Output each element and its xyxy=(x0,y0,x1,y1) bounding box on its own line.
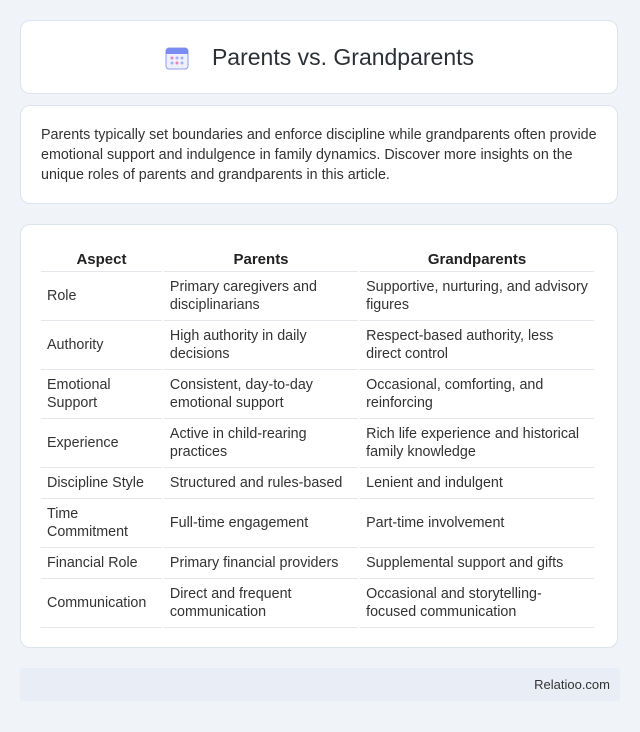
page-title: Parents vs. Grandparents xyxy=(211,43,475,70)
cell-parents: Primary caregivers and disciplinarians xyxy=(164,272,358,321)
cell-grandparents: Supplemental support and gifts xyxy=(360,548,594,579)
table-header-row xyxy=(41,245,594,272)
cell-grandparents: Part-time involvement xyxy=(360,499,594,548)
footer-brand-link[interactable]: Relatioo.com xyxy=(534,677,610,692)
cell-parents: High authority in daily decisions xyxy=(164,321,358,370)
header-aspect: Aspect xyxy=(41,245,162,272)
cell-aspect: Time Commitment xyxy=(41,499,162,548)
table-row xyxy=(41,468,594,499)
cell-aspect: Authority xyxy=(41,321,162,370)
cell-grandparents: Occasional and storytelling-focused communication xyxy=(360,579,594,628)
intro-paragraph: Parents typically set boundaries and enforce discipline while grandparents often provide emotional support and indulgence in family dynamics. Discover more insights on the unique roles of parents and grandparents in this article. xyxy=(41,127,597,183)
table-row xyxy=(41,321,594,370)
cell-grandparents: Respect-based authority, less direct control xyxy=(360,321,594,370)
cell-grandparents: Occasional, comforting, and reinforcing xyxy=(360,370,594,419)
cell-parents: Consistent, day-to-day emotional support xyxy=(164,370,358,419)
cell-grandparents: Rich life experience and historical family knowledge xyxy=(360,419,594,468)
comparison-table-card xyxy=(20,224,618,648)
cell-aspect: Financial Role xyxy=(41,548,162,579)
cell-parents: Direct and frequent communication xyxy=(164,579,358,628)
table-row xyxy=(41,419,594,468)
cell-aspect: Communication xyxy=(41,579,162,628)
cell-aspect: Emotional Support xyxy=(41,370,162,419)
table-row xyxy=(41,272,594,321)
cell-parents: Primary financial providers xyxy=(164,548,358,579)
header-grandparents: Grandparents xyxy=(360,245,594,272)
cell-parents: Full-time engagement xyxy=(164,499,358,548)
cell-grandparents: Supportive, nurturing, and advisory figures xyxy=(360,272,594,321)
cell-grandparents: Lenient and indulgent xyxy=(360,468,594,499)
cell-parents: Structured and rules-based xyxy=(164,468,358,499)
table-row xyxy=(41,370,594,419)
header-parents: Parents xyxy=(164,245,358,272)
cell-aspect: Discipline Style xyxy=(41,468,162,499)
cell-parents: Active in child-rearing practices xyxy=(164,419,358,468)
cell-aspect: Experience xyxy=(41,419,162,468)
table-row xyxy=(41,579,594,628)
cell-aspect: Role xyxy=(41,272,162,321)
title-card xyxy=(20,20,618,94)
footer xyxy=(20,668,620,701)
intro-card xyxy=(20,105,618,204)
calendar-icon xyxy=(164,45,190,71)
comparison-table xyxy=(39,245,596,628)
table-row xyxy=(41,499,594,548)
table-row xyxy=(41,548,594,579)
